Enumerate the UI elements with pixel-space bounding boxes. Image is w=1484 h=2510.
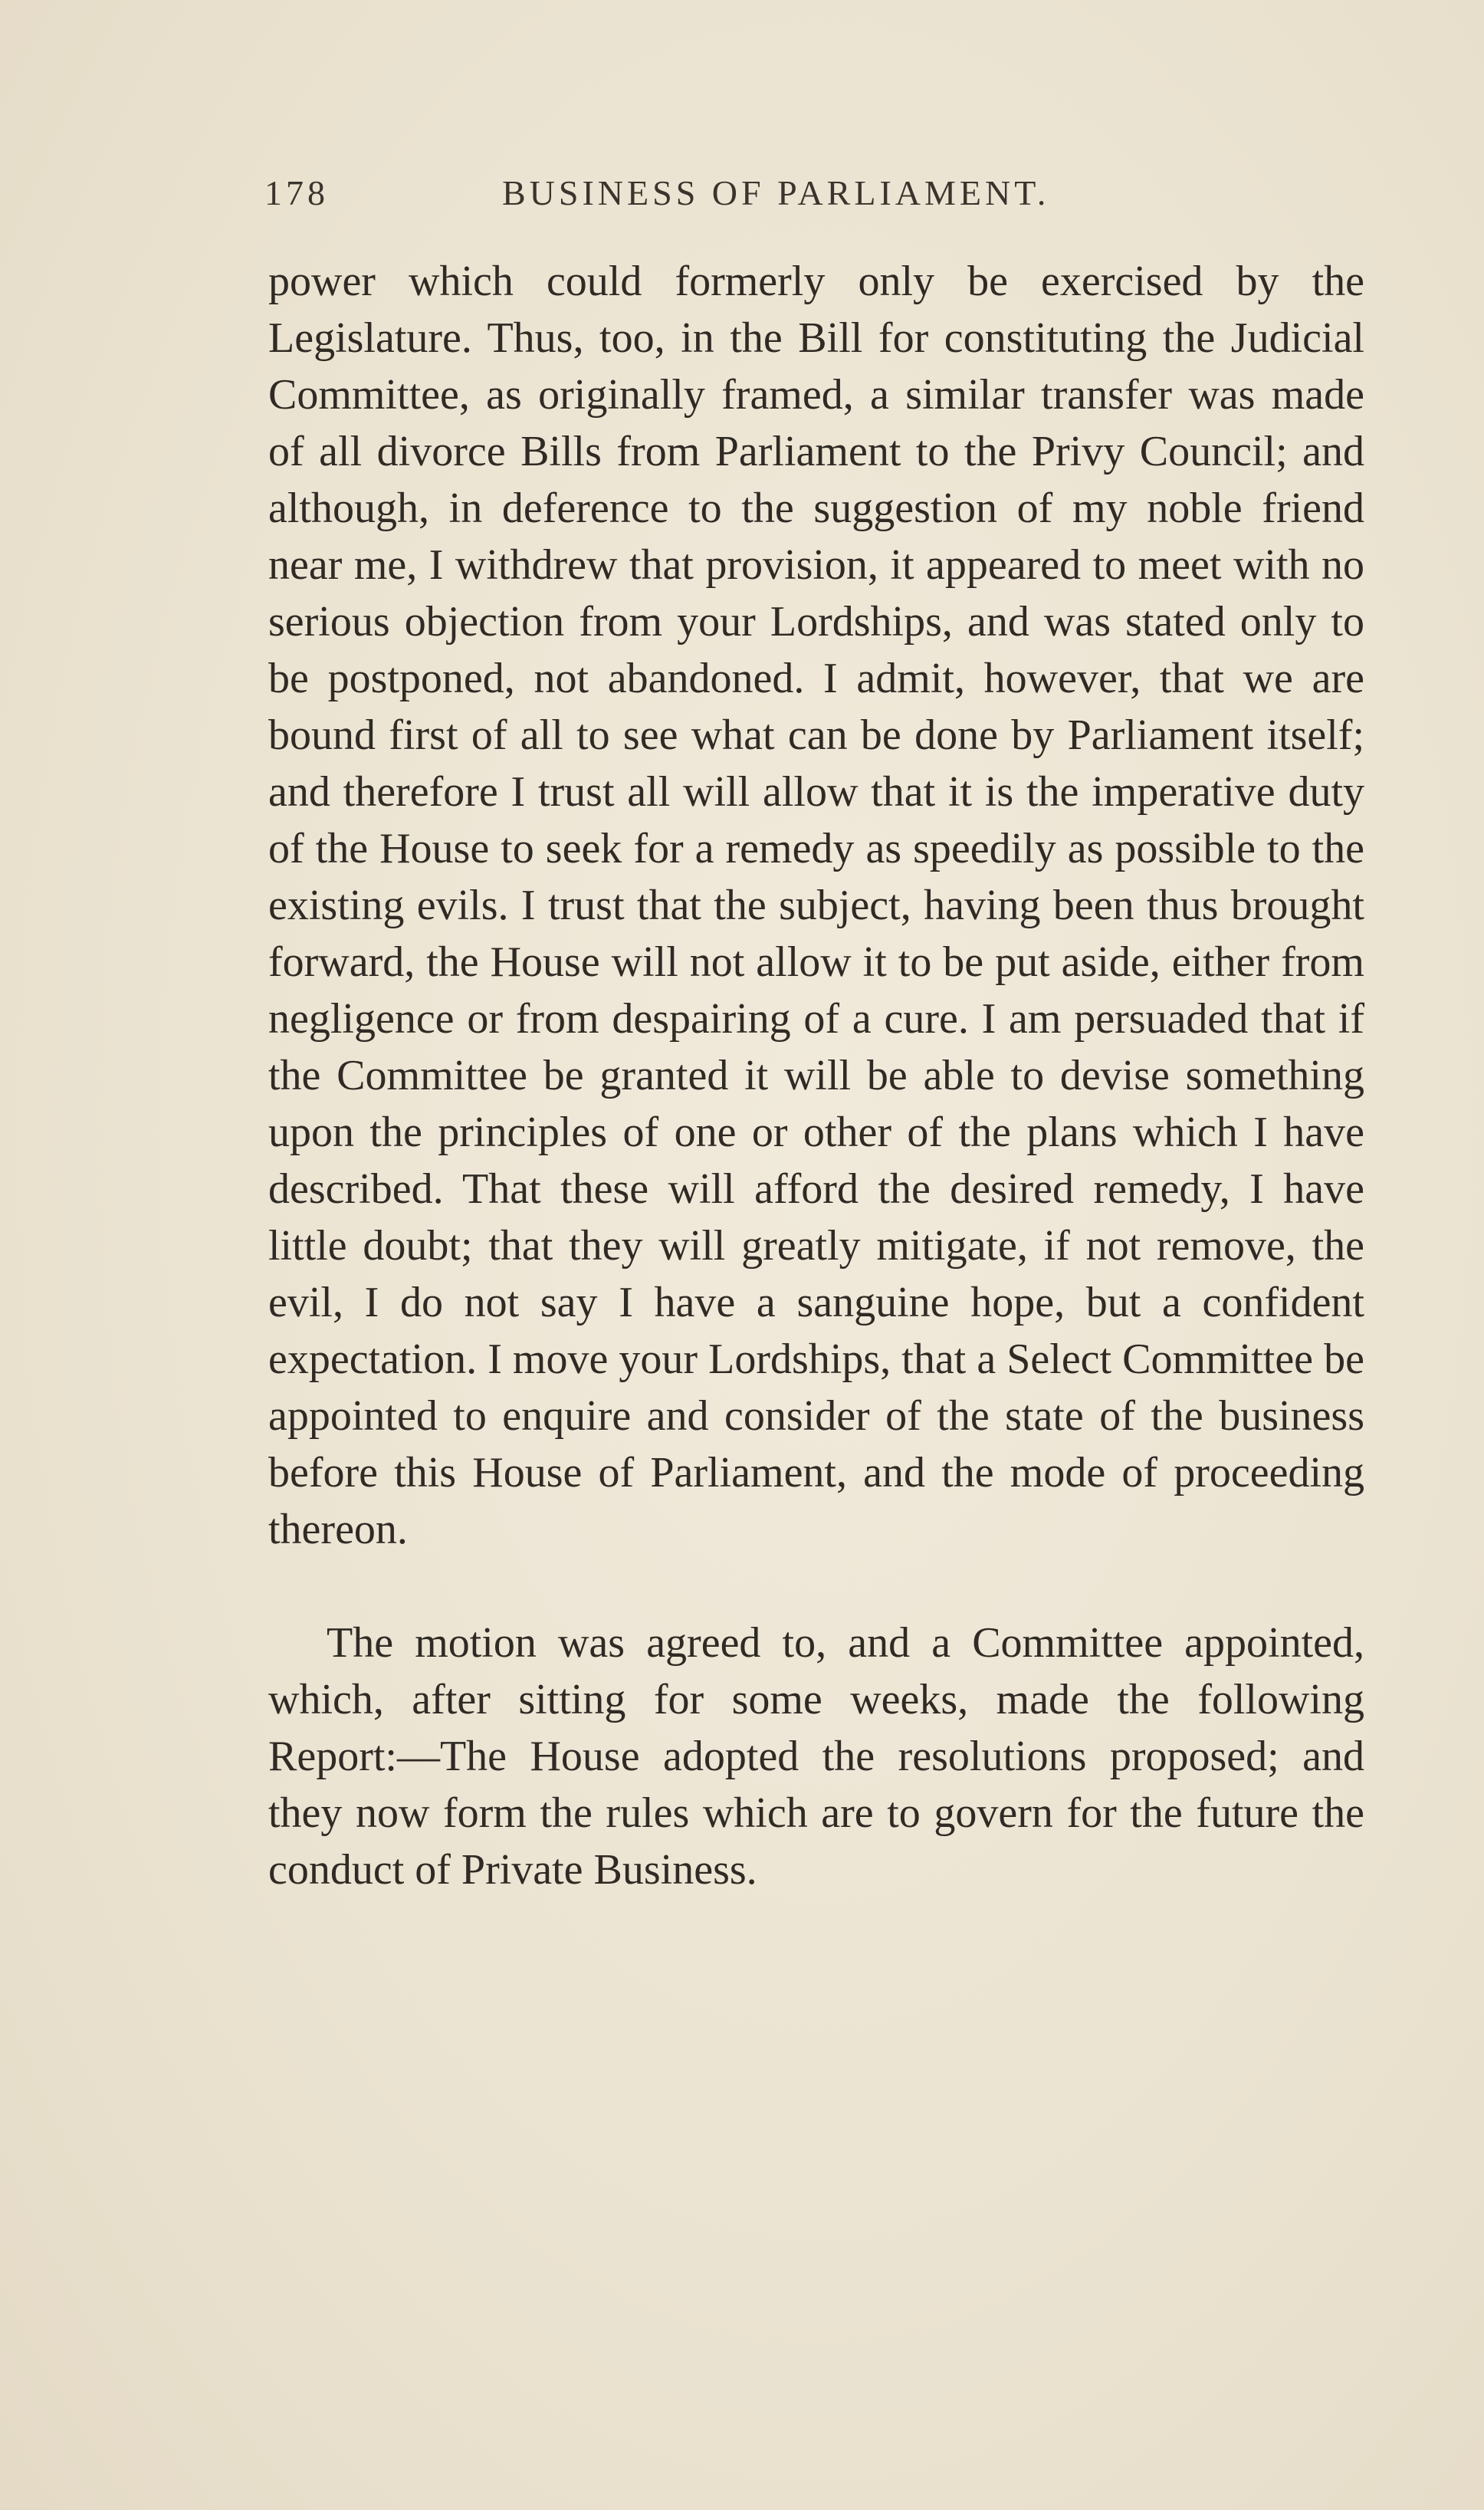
running-head: BUSINESS OF PARLIAMENT. bbox=[502, 173, 1050, 212]
paragraph-motion-outcome: The motion was agreed to, and a Committee appointed, which, after sitting for some weeks, made the following Report:—The House adopted the resolutions proposed; and they now form the rules which are to govern for the future the conduct of Private Business. bbox=[268, 1619, 1364, 1894]
body-text bbox=[268, 253, 1364, 1898]
paragraph-speech-conclusion: power which could formerly only be exercised by the Legislature. Thus, too, in the Bill for constituting the Judicial Committee, as originally framed, a similar transfer was made of all divorce Bills from Parliament to the Privy Council; and although, in deference to the suggestion of my noble friend near me, I withdrew that provision, it appeared to meet with no serious objection from your Lordships, and was stated only to be postponed, not abandoned. I admit, however, that we are bound first of all to see what can be done by Parliament itself; and therefore I trust all will allow that it is the imperative duty of the House to seek for a remedy as speedily as possible to the existing evils. I trust that the subject, having been thus brought forward, the House will not allow it to be put aside, either from negligence or from despairing of a cure. I am persuaded that if the Committee be granted it will be able to devise something upon the principles of one or other of the plans which I have described. That these will afford the desired remedy, I have little doubt; that they will greatly mitigate, if not remove, the evil, I do not say I have a sanguine hope, but a confident expectation. I move your Lordships, that a Select Committee be appointed to enquire and consider of the state of the business before this House of Parliament, and the mode of proceeding thereon. bbox=[268, 258, 1364, 1553]
page-header bbox=[264, 172, 1131, 226]
page-number: 178 bbox=[264, 173, 329, 212]
